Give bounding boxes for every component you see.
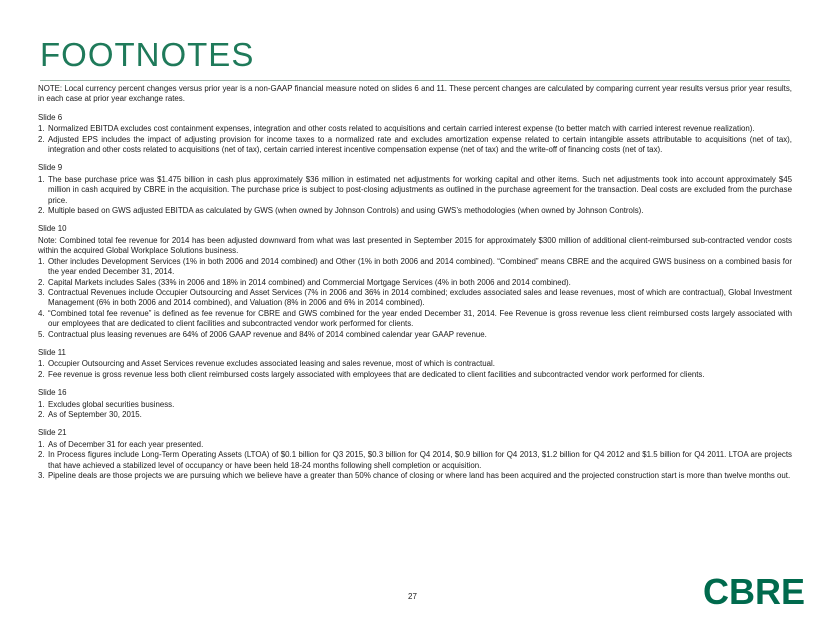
footnotes-body (38, 84, 792, 489)
section-title: Slide 9 (38, 163, 63, 173)
footnote-text: Occupier Outsourcing and Asset Services revenue excludes associated leasing and sales revenue, most of which is contractual. (48, 359, 495, 369)
footnote-text: Normalized EBITDA excludes cost containment expenses, integration and other costs related to acquisitions and certain carried interest expense (to better match with carried interest revenue realization). (48, 124, 755, 134)
footnote-section (38, 163, 792, 216)
footnote-number: 1. (38, 359, 45, 369)
footnote-text: Pipeline deals are those projects we are pursuing which we believe have a greater than 50% chance of closing or where land has been acquired and the projected construction start is more than twelve months out. (48, 471, 791, 480)
footnote-number: 2. (38, 450, 45, 460)
footnote-section (38, 224, 792, 339)
currency-note: NOTE: Local currency percent changes versus prior year is a non-GAAP financial measure noted on slides 6 and 11. These percent changes are calculated by comparing current year results versus prior year results, in each case at prior year exchange rates. (38, 84, 792, 104)
cbre-logo: CBRE (703, 571, 806, 612)
footnote-text: Fee revenue is gross revenue less both client reimbursed costs largely associated with employees that are dedicated to client facilities and subcontracted vendor work performed for clients. (48, 369, 705, 379)
footnote-section (38, 388, 792, 420)
footnote-item (38, 450, 792, 471)
footnote-number: 2. (38, 409, 45, 419)
footnote-item (38, 359, 792, 369)
footnote-text: Adjusted EPS includes the impact of adjusting provision for income taxes to a normalized rate and excludes amortization expense related to certain intangible assets attributable to acquisitions (net of tax), integration and other costs related to acquisitions (net of tax), certain carried interest incentive compensation expense (net of tax) and the write-off of financing costs (net of tax). (48, 134, 792, 155)
footnote-item (38, 206, 792, 216)
section-intro-note: Note: Combined total fee revenue for 2014 has been adjusted downward from what was last presented in September 2015 for approximately $300 million of additional client-reimbursed sub-contracted vendor costs within the acquired Global Workplace Solutions business. (38, 235, 792, 256)
footnote-number: 3. (38, 287, 45, 297)
footnote-item (38, 278, 792, 288)
footnote-text: Contractual plus leasing revenues are 64% of 2006 GAAP revenue and 84% of 2014 combined calendar year GAAP revenue. (48, 329, 487, 339)
footnote-number: 3. (38, 471, 45, 480)
footnote-number: 2. (38, 277, 45, 287)
footnote-item (38, 257, 792, 278)
footnote-text: Multiple based on GWS adjusted EBITDA as calculated by GWS (when owned by Johnson Controls) and using GWS’s methodologies (when owned by Johnson Controls). (48, 206, 644, 216)
footnote-item (38, 330, 792, 340)
page-title: FOOTNOTES (40, 36, 255, 73)
footnote-number: 2. (38, 206, 45, 216)
footnote-sections (38, 113, 792, 482)
footnote-text: Other includes Development Services (1% in both 2006 and 2014 combined) and Other (1% in both 2006 and 2014 combined). “Combined” means CBRE and the acquired GWS business on a combined basis for the year ended December 31, 2014. (48, 256, 792, 277)
section-title: Slide 11 (38, 347, 66, 357)
footnote-number: 4. (38, 308, 45, 318)
footnote-item (38, 124, 792, 134)
footnote-number: 1. (38, 256, 45, 266)
footnote-text: The base purchase price was $1.475 billion in cash plus approximately $36 million in estimated net adjustments for working capital and other items. Such net adjustments took into account approximately $45 million in cash acquired by CBRE in the acquisition. The purchase price is subject to post-closing adjustments as outlined in the purchase agreement for the transaction. Deal costs are excluded from the purchase price. (48, 174, 792, 205)
footnote-text: “Combined total fee revenue” is defined as fee revenue for CBRE and GWS combined for the year ended December 31, 2014. Fee Revenue is gross revenue less client reimbursed costs largely associated with our employees that are dedicated to client facilities and subcontracted vendor work performed for clients. (48, 308, 792, 329)
section-title: Slide 10 (38, 224, 67, 234)
title-divider (40, 80, 790, 81)
footnote-item (38, 370, 792, 380)
footnote-section (38, 348, 792, 380)
footnote-item (38, 309, 792, 330)
footnote-text: As of December 31 for each year presented. (48, 439, 204, 449)
footnote-item (38, 288, 792, 309)
footnote-item (38, 175, 792, 206)
footnote-text: Capital Markets includes Sales (33% in 2006 and 18% in 2014 combined) and Commercial Mortgage Services (4% in both 2006 and 2014 combined). (48, 277, 571, 287)
footnote-item (38, 135, 792, 156)
footnote-number: 2. (38, 369, 45, 379)
page-number: 27 (408, 592, 417, 601)
footnote-section (38, 113, 792, 156)
footnote-text: In Process figures include Long-Term Operating Assets (LTOA) of $0.1 billion for Q3 2015, $0.3 billion for Q4 2014, $0.9 billion for Q4 2013, $1.2 billion for Q4 2012 and $1.5 billion for Q4 2011. LTOA are projects that have achieved a stabilized level of occupancy or have been held 18-24 months following shell completion or acquisition. (48, 450, 792, 470)
footnote-item (38, 410, 792, 420)
footnote-number: 5. (38, 329, 45, 339)
section-title: Slide 6 (38, 112, 63, 122)
section-title: Slide 21 (38, 428, 67, 438)
footnote-number: 2. (38, 134, 45, 144)
footnote-section (38, 428, 792, 481)
footnote-item (38, 400, 792, 410)
footnote-number: 1. (38, 124, 45, 134)
section-title: Slide 16 (38, 388, 67, 398)
footnote-number: 1. (38, 439, 45, 449)
footnote-text: As of September 30, 2015. (48, 409, 142, 419)
footnote-item (38, 471, 792, 481)
footnote-text: Excludes global securities business. (48, 399, 175, 409)
footnote-number: 1. (38, 174, 45, 184)
footnote-item (38, 440, 792, 450)
footnote-text: Contractual Revenues include Occupier Outsourcing and Asset Services (7% in 2006 and 36% in 2014 combined; excludes associated sales and lease revenues, most of which are contractual), Global Investment Management (6% in both 2006 and 2014 combined), and Valuation (8% in 2006 and 6% in 2014 combined). (48, 287, 792, 308)
footnote-number: 1. (38, 399, 45, 409)
